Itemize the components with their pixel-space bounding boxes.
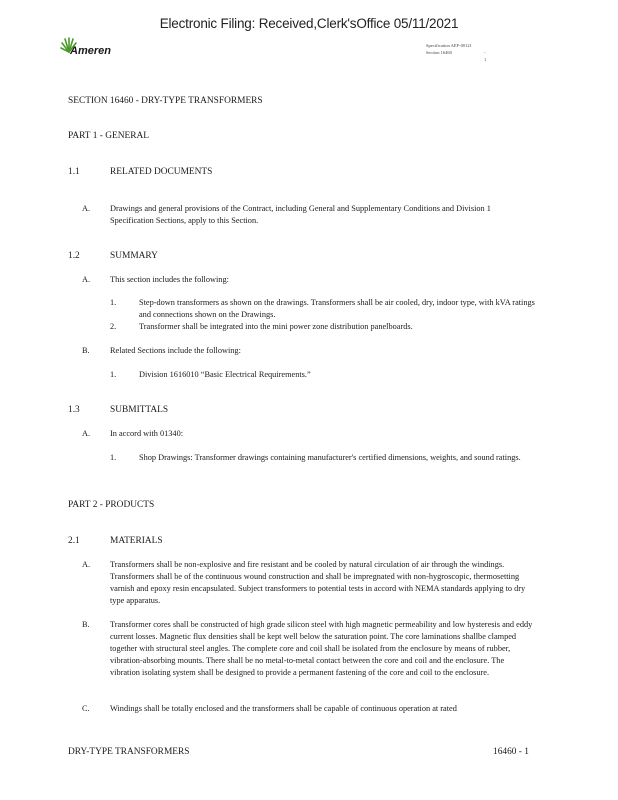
heading-1-2-title: SUMMARY — [110, 251, 158, 261]
item-letter: A. — [82, 204, 91, 213]
heading-1-3-number: 1.3 — [68, 405, 80, 415]
paragraph-text: Windings shall be totally enclosed and the transformers shall be capable of continuous operation at rated — [110, 704, 457, 713]
list-number: 1. — [110, 370, 117, 379]
item-letter: A. — [82, 429, 91, 438]
list-number: 2. — [110, 322, 117, 331]
heading-2-1-title: MATERIALS — [110, 536, 163, 546]
item-letter: A. — [82, 560, 91, 569]
list-number: 1. — [110, 453, 117, 462]
paragraph-text: Transformers shall be non-explosive and fire resistant and be cooled by natural circulation of air through the windings. Transformers shall be of the continuous wound construction and shall be impregnated with non-hygroscopic, thermosetting varnish and epoxy resin encapsulated. Subject transformers to potential tests in accord with NEMA standards applying to dry type apparatus. — [110, 560, 526, 605]
spec-line-1: Specification AEF-00121 — [426, 43, 472, 48]
list-number: 1. — [110, 298, 117, 307]
heading-1-3-title: SUBMITTALS — [110, 405, 169, 415]
list-item-text: Transformer shall be integrated into the mini power zone distribution panelboards. — [139, 322, 413, 331]
footer-page-number: 16460 - 1 — [493, 747, 529, 757]
footer-title: DRY-TYPE TRANSFORMERS — [68, 747, 190, 757]
paragraph-text: In accord with 01340: — [110, 429, 184, 438]
electronic-filing-stamp: Electronic Filing: Received,Clerk'sOffice 05/11/2021 — [159, 16, 459, 31]
item-letter: A. — [82, 275, 91, 284]
heading-1-1-number: 1.1 — [68, 167, 80, 177]
list-item-text: Step-down transformers as shown on the drawings. Transformers shall be air cooled, dry, indoor type, with kVA ratings and connections shown on the Drawings. — [139, 298, 535, 319]
paragraph-text: Related Sections include the following: — [110, 346, 241, 355]
paragraph-text: This section includes the following: — [110, 275, 229, 284]
list-item-text: Shop Drawings: Transformer drawings containing manufacturer's certified dimensions, weights, and sound ratings. — [139, 453, 521, 462]
heading-2-1-number: 2.1 — [68, 536, 80, 546]
heading-1-1-title: RELATED DOCUMENTS — [110, 167, 213, 177]
list-item-text: Division 1616010 “Basic Electrical Requirements.” — [139, 370, 311, 379]
spec-header — [426, 42, 487, 62]
logo-text: Ameren — [70, 45, 111, 57]
ameren-logo — [58, 36, 128, 66]
item-letter: B. — [82, 620, 90, 629]
spec-line-2: Section 16460 — [426, 50, 452, 55]
item-letter: C. — [82, 704, 90, 713]
spec-page: - 1 — [484, 50, 487, 62]
heading-1-2-number: 1.2 — [68, 251, 80, 261]
part-1-heading: PART 1 - GENERAL — [68, 131, 149, 141]
item-letter: B. — [82, 346, 90, 355]
paragraph-text: Transformer cores shall be constructed of high grade silicon steel with high magnetic permeability and low hysteresis and eddy current losses. Magnetic flux densities shall be kept well below the saturation point. The core laminations shallbe clamped together with structural steel angles. The complete core and coil shall be isolated from the enclosure by means of rubber, vibration-absorbing mounts. There shall be no metal-to-metal contact between the core and coil and the enclosure. The vibration isolating system shall be designed to provide a permanent fastening of the core and coil to the enclosure. — [110, 620, 533, 677]
section-title: SECTION 16460 - DRY-TYPE TRANSFORMERS — [68, 96, 263, 106]
part-2-heading: PART 2 - PRODUCTS — [68, 500, 155, 510]
paragraph-text: Drawings and general provisions of the Contract, including General and Supplementary Conditions and Division 1 Specification Sections, apply to this Section. — [110, 204, 491, 225]
